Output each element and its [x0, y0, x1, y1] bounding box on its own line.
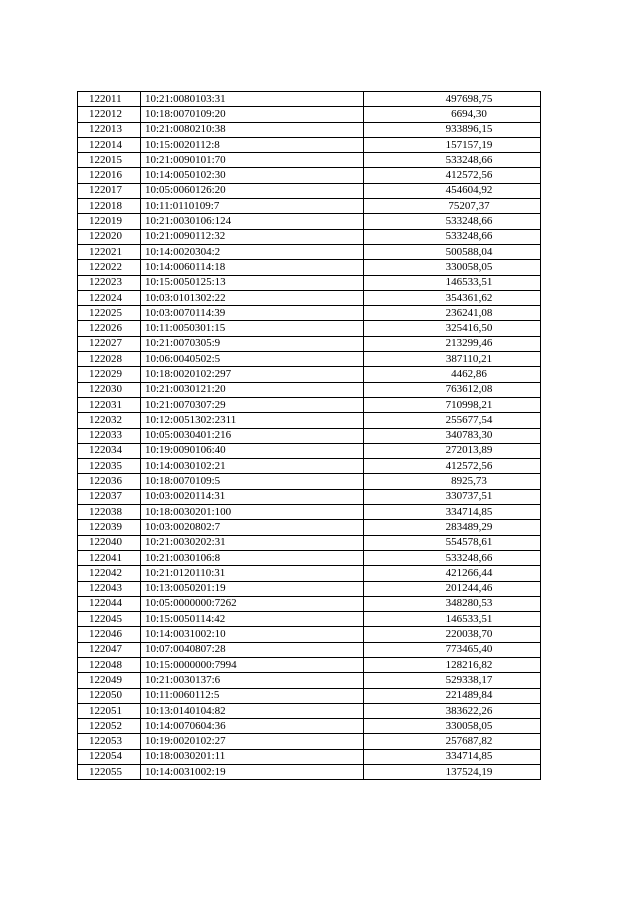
record-id-cell: 122037 [78, 489, 141, 504]
amount-cell: 75207,37 [364, 199, 541, 214]
record-id-cell: 122018 [78, 199, 141, 214]
record-id-cell: 122017 [78, 183, 141, 198]
cadastral-number-cell: 10:13:0050201:19 [141, 581, 364, 596]
cadastral-number-cell: 10:06:0040502:5 [141, 352, 364, 367]
amount-cell: 454604,92 [364, 183, 541, 198]
amount-cell: 255677,54 [364, 413, 541, 428]
amount-cell: 383622,26 [364, 703, 541, 718]
record-id-cell: 122040 [78, 535, 141, 550]
amount-cell: 146533,51 [364, 612, 541, 627]
table-row [78, 657, 541, 672]
cadastral-number-cell: 10:12:0051302:2311 [141, 413, 364, 428]
cadastral-number-cell: 10:18:0030201:11 [141, 749, 364, 764]
amount-cell: 533248,66 [364, 214, 541, 229]
table-row [78, 183, 541, 198]
table-row [78, 428, 541, 443]
table-row [78, 765, 541, 780]
table-row [78, 214, 541, 229]
cadastral-number-cell: 10:18:0070109:20 [141, 107, 364, 122]
table-row [78, 489, 541, 504]
table-row [78, 336, 541, 351]
amount-cell: 933896,15 [364, 122, 541, 137]
table-row [78, 566, 541, 581]
record-id-cell: 122041 [78, 550, 141, 565]
amount-cell: 334714,85 [364, 749, 541, 764]
cadastral-number-cell: 10:15:0020112:8 [141, 137, 364, 152]
table-row [78, 260, 541, 275]
amount-cell: 137524,19 [364, 765, 541, 780]
amount-cell: 283489,29 [364, 520, 541, 535]
cadastral-number-cell: 10:14:0050102:30 [141, 168, 364, 183]
table-row [78, 535, 541, 550]
cadastral-number-cell: 10:03:0020114:31 [141, 489, 364, 504]
table-row [78, 734, 541, 749]
amount-cell: 220038,70 [364, 627, 541, 642]
record-id-cell: 122028 [78, 352, 141, 367]
record-id-cell: 122051 [78, 703, 141, 718]
records-table [77, 91, 541, 780]
record-id-cell: 122050 [78, 688, 141, 703]
record-id-cell: 122044 [78, 596, 141, 611]
record-id-cell: 122013 [78, 122, 141, 137]
amount-cell: 334714,85 [364, 505, 541, 520]
table-row [78, 137, 541, 152]
amount-cell: 146533,51 [364, 275, 541, 290]
amount-cell: 533248,66 [364, 229, 541, 244]
cadastral-number-cell: 10:19:0090106:40 [141, 443, 364, 458]
cadastral-number-cell: 10:18:0030201:100 [141, 505, 364, 520]
amount-cell: 330058,05 [364, 719, 541, 734]
table-row [78, 229, 541, 244]
table-row [78, 474, 541, 489]
amount-cell: 529338,17 [364, 673, 541, 688]
cadastral-number-cell: 10:14:0020304:2 [141, 244, 364, 259]
cadastral-number-cell: 10:15:0050125:13 [141, 275, 364, 290]
record-id-cell: 122027 [78, 336, 141, 351]
record-id-cell: 122019 [78, 214, 141, 229]
table-row [78, 352, 541, 367]
amount-cell: 201244,46 [364, 581, 541, 596]
record-id-cell: 122020 [78, 229, 141, 244]
record-id-cell: 122049 [78, 673, 141, 688]
amount-cell: 4462,86 [364, 367, 541, 382]
cadastral-number-cell: 10:19:0020102:27 [141, 734, 364, 749]
record-id-cell: 122012 [78, 107, 141, 122]
record-id-cell: 122053 [78, 734, 141, 749]
cadastral-number-cell: 10:11:0050301:15 [141, 321, 364, 336]
cadastral-number-cell: 10:21:0030106:124 [141, 214, 364, 229]
record-id-cell: 122022 [78, 260, 141, 275]
table-row [78, 306, 541, 321]
cadastral-number-cell: 10:21:0030106:8 [141, 550, 364, 565]
cadastral-number-cell: 10:14:0031002:10 [141, 627, 364, 642]
cadastral-number-cell: 10:05:0000000:7262 [141, 596, 364, 611]
table-row [78, 168, 541, 183]
cadastral-number-cell: 10:05:0030401:216 [141, 428, 364, 443]
cadastral-number-cell: 10:21:0120110:31 [141, 566, 364, 581]
record-id-cell: 122043 [78, 581, 141, 596]
table-row [78, 275, 541, 290]
amount-cell: 533248,66 [364, 153, 541, 168]
record-id-cell: 122054 [78, 749, 141, 764]
table-row [78, 520, 541, 535]
table-row [78, 382, 541, 397]
table-row [78, 443, 541, 458]
table-row [78, 107, 541, 122]
cadastral-number-cell: 10:07:0040807:28 [141, 642, 364, 657]
table-row [78, 688, 541, 703]
amount-cell: 500588,04 [364, 244, 541, 259]
record-id-cell: 122023 [78, 275, 141, 290]
amount-cell: 554578,61 [364, 535, 541, 550]
record-id-cell: 122014 [78, 137, 141, 152]
amount-cell: 497698,75 [364, 92, 541, 107]
amount-cell: 763612,08 [364, 382, 541, 397]
record-id-cell: 122035 [78, 459, 141, 474]
amount-cell: 412572,56 [364, 168, 541, 183]
cadastral-number-cell: 10:11:0110109:7 [141, 199, 364, 214]
cadastral-number-cell: 10:05:0060126:20 [141, 183, 364, 198]
cadastral-number-cell: 10:21:0080103:31 [141, 92, 364, 107]
cadastral-number-cell: 10:21:0070307:29 [141, 397, 364, 412]
amount-cell: 236241,08 [364, 306, 541, 321]
table-row [78, 122, 541, 137]
record-id-cell: 122025 [78, 306, 141, 321]
table-row [78, 244, 541, 259]
record-id-cell: 122047 [78, 642, 141, 657]
amount-cell: 533248,66 [364, 550, 541, 565]
record-id-cell: 122052 [78, 719, 141, 734]
record-id-cell: 122021 [78, 244, 141, 259]
cadastral-number-cell: 10:21:0090101:70 [141, 153, 364, 168]
table-row [78, 413, 541, 428]
record-id-cell: 122038 [78, 505, 141, 520]
cadastral-number-cell: 10:18:0020102:297 [141, 367, 364, 382]
table-row [78, 719, 541, 734]
table-row [78, 505, 541, 520]
amount-cell: 354361,62 [364, 290, 541, 305]
cadastral-number-cell: 10:03:0020802:7 [141, 520, 364, 535]
amount-cell: 387110,21 [364, 352, 541, 367]
table-row [78, 581, 541, 596]
cadastral-number-cell: 10:14:0031002:19 [141, 765, 364, 780]
table-row [78, 612, 541, 627]
record-id-cell: 122031 [78, 397, 141, 412]
amount-cell: 330737,51 [364, 489, 541, 504]
record-id-cell: 122033 [78, 428, 141, 443]
table-row [78, 703, 541, 718]
record-id-cell: 122036 [78, 474, 141, 489]
amount-cell: 213299,46 [364, 336, 541, 351]
cadastral-number-cell: 10:21:0030137:6 [141, 673, 364, 688]
table-row [78, 367, 541, 382]
table-row [78, 321, 541, 336]
record-id-cell: 122024 [78, 290, 141, 305]
record-id-cell: 122026 [78, 321, 141, 336]
table-row [78, 459, 541, 474]
cadastral-number-cell: 10:21:0030202:31 [141, 535, 364, 550]
record-id-cell: 122055 [78, 765, 141, 780]
amount-cell: 6694,30 [364, 107, 541, 122]
cadastral-number-cell: 10:14:0060114:18 [141, 260, 364, 275]
amount-cell: 412572,56 [364, 459, 541, 474]
cadastral-number-cell: 10:15:0050114:42 [141, 612, 364, 627]
amount-cell: 330058,05 [364, 260, 541, 275]
record-id-cell: 122046 [78, 627, 141, 642]
amount-cell: 348280,53 [364, 596, 541, 611]
record-id-cell: 122011 [78, 92, 141, 107]
amount-cell: 421266,44 [364, 566, 541, 581]
record-id-cell: 122029 [78, 367, 141, 382]
table-row [78, 627, 541, 642]
record-id-cell: 122039 [78, 520, 141, 535]
table-row [78, 550, 541, 565]
record-id-cell: 122042 [78, 566, 141, 581]
amount-cell: 773465,40 [364, 642, 541, 657]
amount-cell: 340783,30 [364, 428, 541, 443]
table-row [78, 642, 541, 657]
amount-cell: 221489,84 [364, 688, 541, 703]
table-row [78, 596, 541, 611]
amount-cell: 272013,89 [364, 443, 541, 458]
cadastral-number-cell: 10:14:0030102:21 [141, 459, 364, 474]
table-row [78, 397, 541, 412]
record-id-cell: 122034 [78, 443, 141, 458]
cadastral-number-cell: 10:15:0000000:7994 [141, 657, 364, 672]
record-id-cell: 122030 [78, 382, 141, 397]
cadastral-number-cell: 10:13:0140104:82 [141, 703, 364, 718]
cadastral-number-cell: 10:21:0030121:20 [141, 382, 364, 397]
cadastral-number-cell: 10:21:0090112:32 [141, 229, 364, 244]
table-row [78, 673, 541, 688]
record-id-cell: 122045 [78, 612, 141, 627]
cadastral-number-cell: 10:14:0070604:36 [141, 719, 364, 734]
amount-cell: 325416,50 [364, 321, 541, 336]
amount-cell: 157157,19 [364, 137, 541, 152]
amount-cell: 128216,82 [364, 657, 541, 672]
cadastral-number-cell: 10:03:0101302:22 [141, 290, 364, 305]
amount-cell: 257687,82 [364, 734, 541, 749]
table-row [78, 290, 541, 305]
table-row [78, 199, 541, 214]
cadastral-number-cell: 10:21:0080210:38 [141, 122, 364, 137]
table-row [78, 749, 541, 764]
amount-cell: 8925,73 [364, 474, 541, 489]
cadastral-number-cell: 10:03:0070114:39 [141, 306, 364, 321]
table-row [78, 92, 541, 107]
record-id-cell: 122015 [78, 153, 141, 168]
record-id-cell: 122032 [78, 413, 141, 428]
record-id-cell: 122048 [78, 657, 141, 672]
cadastral-number-cell: 10:11:0060112:5 [141, 688, 364, 703]
record-id-cell: 122016 [78, 168, 141, 183]
cadastral-number-cell: 10:18:0070109:5 [141, 474, 364, 489]
table-row [78, 153, 541, 168]
amount-cell: 710998,21 [364, 397, 541, 412]
records-table-body [78, 92, 541, 780]
cadastral-number-cell: 10:21:0070305:9 [141, 336, 364, 351]
